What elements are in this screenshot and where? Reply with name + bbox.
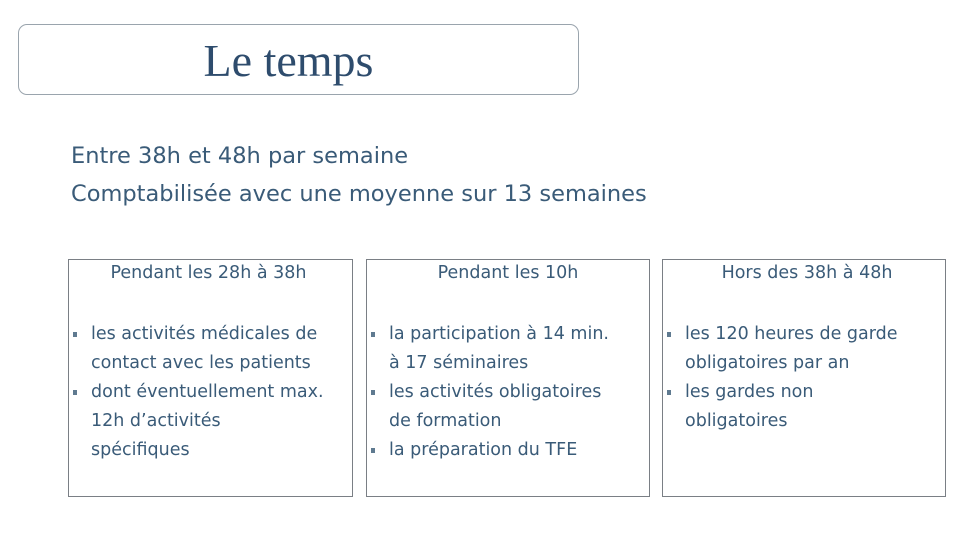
column-outside-38h-48h [662, 259, 946, 497]
bullet-text-line: contact avec les patients [91, 353, 311, 373]
bullet-item [69, 378, 352, 465]
square-bullet-icon [371, 332, 375, 337]
bullet-item [367, 436, 649, 465]
bullet-text-line: les activités médicales de [91, 324, 318, 344]
bullet-text-line: la participation à 14 min. [389, 324, 609, 344]
bullet-item [663, 378, 945, 436]
bullet-list [69, 320, 352, 465]
square-bullet-icon [73, 332, 77, 337]
bullet-text-line: les activités obligatoires [389, 382, 602, 402]
square-bullet-icon [667, 332, 671, 337]
bullet-text-line: à 17 séminaires [389, 353, 529, 373]
square-bullet-icon [371, 448, 375, 453]
bullet-item [69, 320, 352, 378]
bullet-text-line: obligatoires [685, 411, 788, 431]
bullet-text-line: dont éventuellement max. [91, 382, 324, 402]
column-28h-38h [68, 259, 353, 497]
bullet-text-line: les gardes non [685, 382, 814, 402]
square-bullet-icon [73, 390, 77, 395]
square-bullet-icon [667, 390, 671, 395]
bullet-text-line: spécifiques [91, 440, 190, 460]
square-bullet-icon [371, 390, 375, 395]
bullet-text-line: 12h d’activités [91, 411, 221, 431]
column-10h [366, 259, 650, 497]
bullet-list [367, 320, 649, 465]
intro-line-hours: Entre 38h et 48h par semaine [71, 143, 409, 169]
column-heading: Pendant les 10h [437, 263, 579, 283]
bullet-item [367, 378, 649, 436]
bullet-text-line: de formation [389, 411, 502, 431]
intro-line-average: Comptabilisée avec une moyenne sur 13 semaines [71, 181, 647, 207]
bullet-item [663, 320, 945, 378]
column-heading: Hors des 38h à 48h [721, 263, 893, 283]
bullet-text-line: la préparation du TFE [389, 440, 578, 460]
bullet-item [367, 320, 649, 378]
title-box [18, 24, 579, 95]
column-heading: Pendant les 28h à 38h [110, 263, 307, 283]
bullet-text-line: les 120 heures de garde [685, 324, 898, 344]
slide-title: Le temps [203, 35, 374, 86]
intro-text [71, 137, 871, 213]
bullet-text-line: obligatoires par an [685, 353, 850, 373]
bullet-list [663, 320, 945, 436]
